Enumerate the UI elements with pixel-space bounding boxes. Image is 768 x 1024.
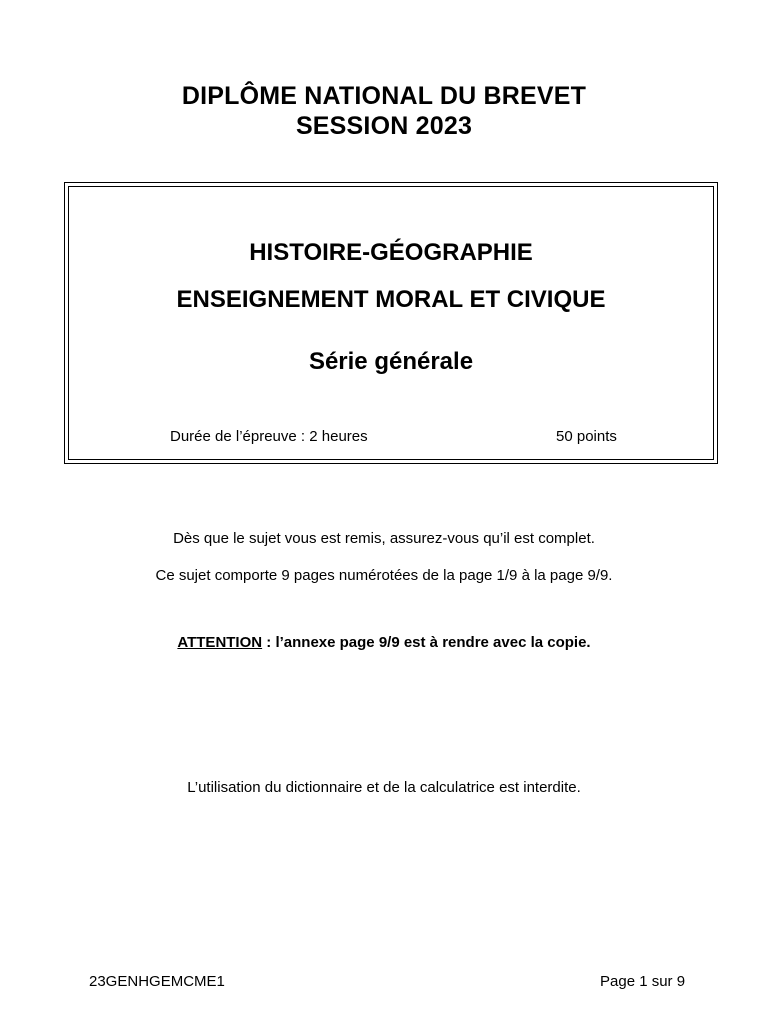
attention-label: ATTENTION — [177, 634, 263, 651]
footer-exam-code: 23GENHGEMCME1 — [89, 973, 225, 990]
footer-page-number: Page 1 sur 9 — [600, 973, 686, 990]
exam-points: 50 points — [556, 428, 617, 445]
document-title: DIPLÔME NATIONAL DU BREVET — [181, 82, 587, 110]
serie-label: Série générale — [308, 348, 474, 375]
subject-subtitle: ENSEIGNEMENT MORAL ET CIVIQUE — [176, 286, 606, 313]
attention-notice — [0, 634, 768, 651]
instruction-check-complete: Dès que le sujet vous est remis, assurez-vous qu’il est complet. — [173, 530, 595, 547]
instruction-page-count: Ce sujet comporte 9 pages numérotées de la page 1/9 à la page 9/9. — [155, 567, 613, 584]
subject-title: HISTOIRE-GÉOGRAPHIE — [249, 239, 533, 266]
session-title: SESSION 2023 — [295, 112, 473, 140]
exam-info-box-inner — [68, 186, 714, 460]
instruction-no-calculator: L’utilisation du dictionnaire et de la calculatrice est interdite. — [187, 779, 581, 796]
exam-info-box — [64, 182, 718, 464]
attention-text: : l’annexe page 9/9 est à rendre avec la copie. — [262, 634, 591, 651]
exam-duration: Durée de l’épreuve : 2 heures — [170, 428, 368, 445]
